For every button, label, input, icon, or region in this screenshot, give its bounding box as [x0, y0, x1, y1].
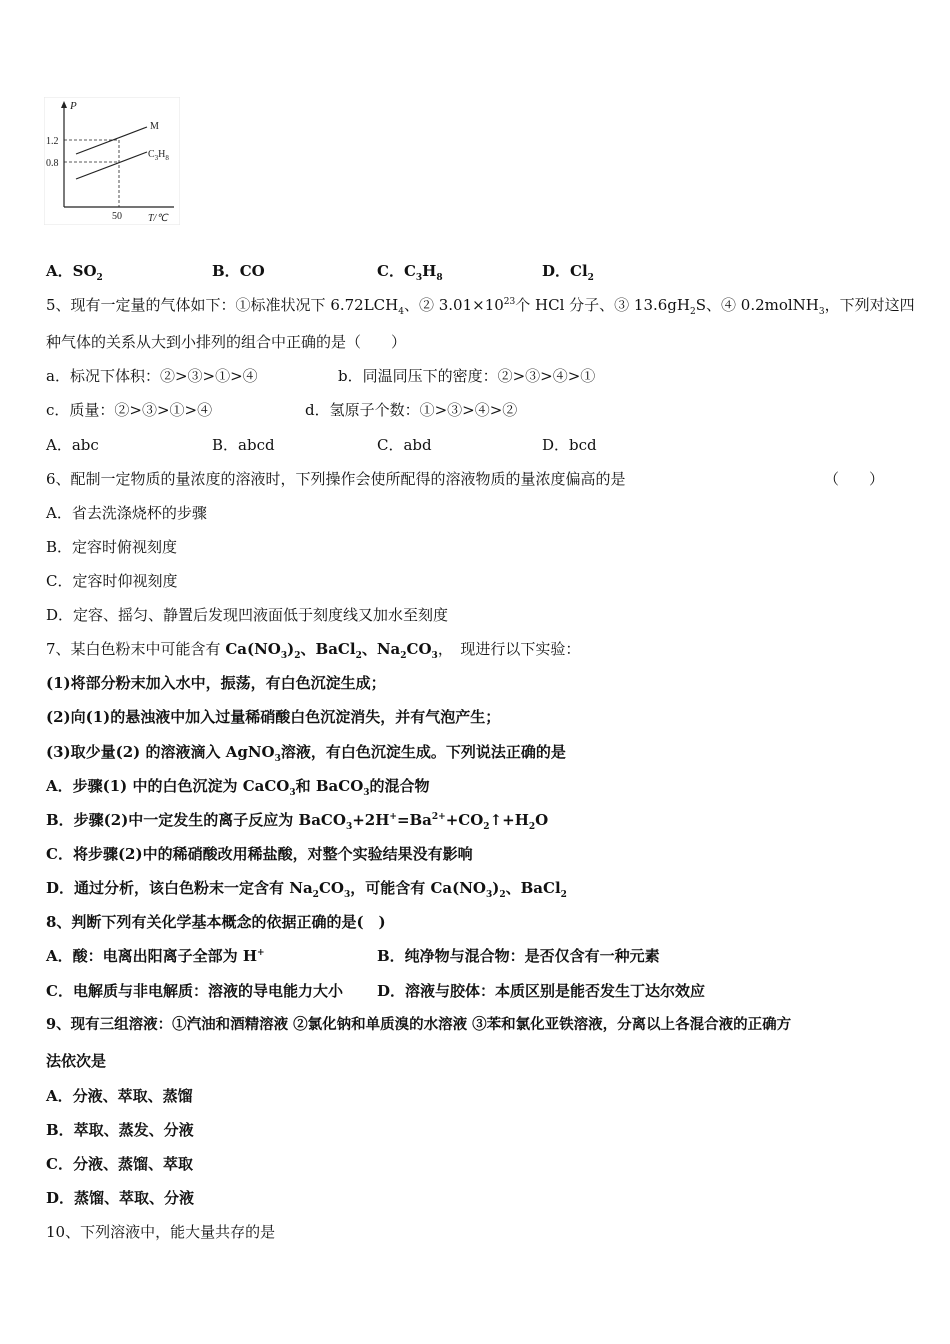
q5-item-b: b．同温同压下的密度：②>③>④>① — [338, 367, 596, 385]
q7-step-3: (3)取少量(2) 的溶液滴入 AgNO$_3$溶液，有白色沉淀生成。下列说法正确的是 — [46, 743, 566, 764]
q5-option-b: B．abcd — [212, 436, 275, 454]
q7-option-a: A．步骤(1) 中的白色沉淀为 CaCO$_3$和 BaCO$_3$的混合物 — [46, 777, 430, 798]
line-c3h8-label: $C_3H_8$ — [148, 149, 169, 162]
q9-option-c: C．分液、蒸馏、萃取 — [46, 1155, 193, 1173]
q7-step-1: (1)将部分粉末加入水中，振荡，有白色沉淀生成； — [46, 674, 386, 692]
q7-option-b: B．步骤(2)中一定发生的离子反应为 $BaCO_3+2H^+=Ba^{2+}+CO_2↑+H_2O$ — [46, 811, 549, 832]
x-tick-50: 50 — [112, 211, 122, 222]
q5-item-c: c．质量：②>③>①>④ — [46, 401, 213, 419]
q9-option-b: B．萃取、蒸发、分液 — [46, 1121, 194, 1139]
q6-option-c: C．定容时仰视刻度 — [46, 572, 178, 590]
y-tick-1-2: 1.2 — [46, 136, 59, 147]
q10-stem: 10、下列溶液中，能大量共存的是 — [46, 1223, 276, 1241]
q7-option-c: C．将步骤(2)中的稀硝酸改用稀盐酸，对整个实验结果没有影响 — [46, 845, 473, 863]
q5-stem-line2: 种气体的关系从大到小排列的组合中正确的是（ ） — [46, 333, 407, 351]
q4-option-d: D．$Cl_2$ — [542, 262, 594, 283]
q6-option-d: D．定容、摇匀、静置后发现凹液面低于刻度线又加水至刻度 — [46, 606, 449, 624]
q8-option-b: B．纯净物与混合物：是否仅含有一种元素 — [377, 947, 660, 965]
q8-option-d: D．溶液与胶体：本质区别是能否发生丁达尔效应 — [377, 982, 706, 1000]
q6-option-b: B．定容时俯视刻度 — [46, 538, 178, 556]
q4-option-a: A．$SO_2$ — [46, 262, 103, 283]
q9-stem-line2: 法依次是 — [46, 1052, 107, 1070]
q5-item-a: a．标况下体积：②>③>①>④ — [46, 367, 258, 385]
q5-option-a: A．abc — [46, 436, 99, 454]
q9-stem-line1: 9、现有三组溶液：①汽油和酒精溶液 ②氯化钠和单质溴的水溶液 ③苯和氯化亚铁溶液，分离以上各混合液的正确方 — [46, 1016, 792, 1033]
q5-item-d: d．氢原子个数：①>③>④>② — [305, 401, 518, 419]
q4-option-b: B．CO — [212, 262, 265, 280]
q7-step-2: (2)向(1)的悬浊液中加入过量稀硝酸白色沉淀消失，并有气泡产生； — [46, 708, 501, 726]
q4-option-c: C．$C_3H_8$ — [377, 262, 443, 283]
q5-stem-line1: 5、现有一定量的气体如下：①标准状况下 $6.72LCH_4$、② $3.01\times 10^{23}$个 HCl 分子、③ $13.6gH_2S$、④ 0.2molNH$_3$，下列对这四 — [46, 296, 915, 317]
x-axis-label: T/℃ — [148, 213, 168, 224]
q6-option-a: A．省去洗涤烧杯的步骤 — [46, 504, 207, 522]
q9-option-d: D．蒸馏、萃取、分液 — [46, 1189, 195, 1207]
q6-stem: 6、配制一定物质的量浓度的溶液时，下列操作会使所配得的溶液物质的量浓度偏高的是 — [46, 470, 626, 488]
q8-stem: 8、判断下列有关化学基本概念的依据正确的是( ) — [46, 913, 386, 931]
q6-answer-blank: （ ） — [824, 470, 885, 488]
y-tick-0-8: 0.8 — [46, 158, 59, 169]
q7-option-d: D．通过分析，该白色粉末一定含有 $Na_2CO_3$，可能含有 $Ca(NO_3)_2$、BaCl$_2$ — [46, 879, 567, 900]
q8-option-c: C．电解质与非电解质：溶液的导电能力大小 — [46, 982, 343, 1000]
line-m-label: M — [150, 121, 159, 132]
q5-option-c: C．abd — [377, 436, 432, 454]
q9-option-a: A．分液、萃取、蒸馏 — [46, 1087, 193, 1105]
q5-option-d: D．bcd — [542, 436, 597, 454]
y-axis-label: P — [70, 100, 77, 112]
q7-stem: 7、某白色粉末中可能含有 $Ca(NO_3)_2$、BaCl$_2$、$Na_2CO_3$， 现进行以下实验： — [46, 640, 581, 661]
q8-option-a: A．酸：电离出阳离子全部为 H+ — [46, 947, 265, 965]
pressure-temperature-graph — [44, 97, 180, 225]
